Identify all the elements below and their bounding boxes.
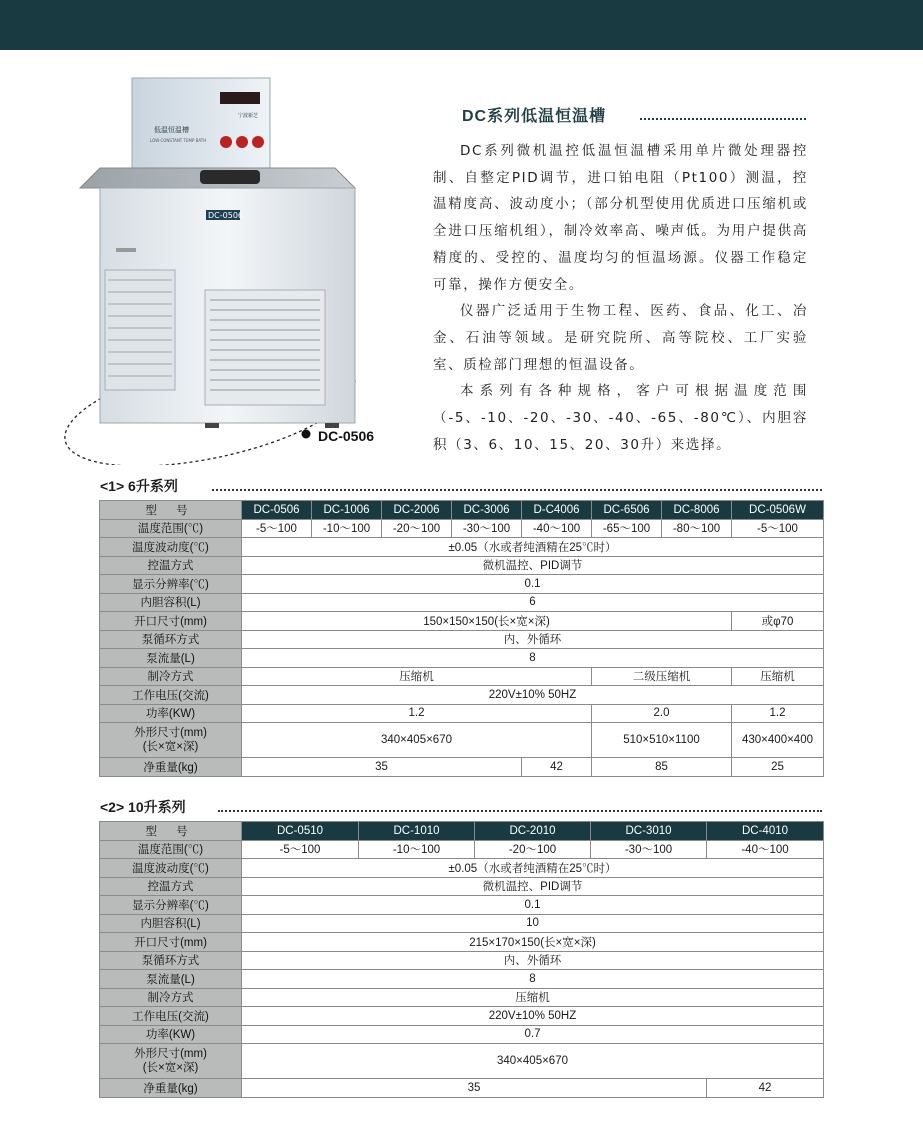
table-cell: -5～100 bbox=[242, 840, 359, 859]
product-image bbox=[60, 70, 390, 465]
model-header: 型 号 bbox=[100, 822, 242, 841]
table-row bbox=[100, 575, 824, 594]
size-label-line2: (长×宽×深) bbox=[142, 741, 199, 753]
table-cell: 1.2 bbox=[732, 704, 824, 723]
table-row bbox=[100, 686, 824, 705]
table-cell: -40～100 bbox=[522, 519, 592, 538]
table-row bbox=[100, 758, 824, 777]
row-label: 温度波动度(℃) bbox=[100, 859, 242, 878]
table-cell: 215×170×150(长×宽×深) bbox=[242, 933, 824, 952]
section1-divider bbox=[212, 489, 822, 491]
model-cell: DC-0510 bbox=[242, 822, 359, 841]
row-label: 泵循环方式 bbox=[100, 951, 242, 970]
table-cell: 430×400×400 bbox=[732, 723, 824, 758]
table-cell: 35 bbox=[242, 758, 522, 777]
model-header: 型 号 bbox=[100, 501, 242, 520]
model-cell: DC-1010 bbox=[359, 822, 475, 841]
table-cell: 42 bbox=[707, 1079, 824, 1098]
model-cell: DC-1006 bbox=[312, 501, 382, 520]
page-title: DC系列低温恒温槽 bbox=[462, 108, 607, 125]
row-label: 制冷方式 bbox=[100, 667, 242, 686]
table-row bbox=[100, 914, 824, 933]
table-cell: 8 bbox=[242, 649, 824, 668]
table-cell: 6 bbox=[242, 593, 824, 612]
row-label: 制冷方式 bbox=[100, 988, 242, 1007]
table-row bbox=[100, 593, 824, 612]
section2-divider bbox=[218, 810, 822, 812]
table-cell: 微机温控、PID调节 bbox=[242, 556, 824, 575]
model-cell: DC-4010 bbox=[707, 822, 824, 841]
row-label: 泵循环方式 bbox=[100, 630, 242, 649]
spec-table-10l bbox=[99, 821, 824, 1098]
title-divider bbox=[640, 118, 806, 120]
table-cell: -5～100 bbox=[732, 519, 824, 538]
row-label: 工作电压(交流) bbox=[100, 686, 242, 705]
table-cell: 微机温控、PID调节 bbox=[242, 877, 824, 896]
table-cell: 压缩机 bbox=[732, 667, 824, 686]
table-cell: 25 bbox=[732, 758, 824, 777]
table-row bbox=[100, 859, 824, 878]
table-cell: 42 bbox=[522, 758, 592, 777]
table-cell: -30～100 bbox=[452, 519, 522, 538]
table-cell: -20～100 bbox=[382, 519, 452, 538]
table-cell: 0.1 bbox=[242, 896, 824, 915]
model-cell: DC-0506 bbox=[242, 501, 312, 520]
model-cell: DC-0506W bbox=[732, 501, 824, 520]
table-cell: ±0.05（水或者纯酒精在25℃时） bbox=[242, 859, 824, 878]
table-row bbox=[100, 840, 824, 859]
table-row bbox=[100, 649, 824, 668]
table-cell: 220V±10% 50HZ bbox=[242, 686, 824, 705]
table-row bbox=[100, 970, 824, 989]
table-cell: 内、外循环 bbox=[242, 630, 824, 649]
model-cell: DC-3010 bbox=[591, 822, 707, 841]
spec-table-6l bbox=[99, 500, 824, 777]
table-cell: 压缩机 bbox=[242, 667, 592, 686]
table-row bbox=[100, 896, 824, 915]
table-cell: -40～100 bbox=[707, 840, 824, 859]
row-label-size bbox=[100, 723, 242, 758]
paragraph-selection: 本系列有各种规格，客户可根据温度范围（-5、-10、-20、-30、-40、-65、-80℃）、内胆容积（3、6、10、15、20、30升）来选择。 bbox=[433, 383, 808, 453]
model-cell: DC-2010 bbox=[475, 822, 591, 841]
table-row bbox=[100, 988, 824, 1007]
table-row bbox=[100, 630, 824, 649]
table-row bbox=[100, 538, 824, 557]
table-cell: -80～100 bbox=[662, 519, 732, 538]
front-label: DC-0506 bbox=[208, 211, 243, 220]
table-row bbox=[100, 667, 824, 686]
table-cell: 8 bbox=[242, 970, 824, 989]
table-row bbox=[100, 877, 824, 896]
table-row bbox=[100, 501, 824, 520]
row-label: 泵流量(L) bbox=[100, 649, 242, 668]
table-cell: ±0.05（水或者纯酒精在25℃时） bbox=[242, 538, 824, 557]
panel-subtitle: LOW-CONSTANT TEMP BATH bbox=[150, 138, 207, 143]
section2-heading: <2> 10升系列 bbox=[100, 799, 186, 815]
table-cell: 340×405×670 bbox=[242, 1044, 824, 1079]
table-cell: 二级压缩机 bbox=[592, 667, 732, 686]
row-label: 温度波动度(℃) bbox=[100, 538, 242, 557]
table-row bbox=[100, 1044, 824, 1079]
row-label: 显示分辨率(℃) bbox=[100, 896, 242, 915]
table-row bbox=[100, 951, 824, 970]
row-label: 净重量(kg) bbox=[100, 758, 242, 777]
table-row bbox=[100, 556, 824, 575]
row-label: 开口尺寸(mm) bbox=[100, 933, 242, 952]
model-label: DC-0506 bbox=[318, 428, 375, 444]
table-cell: 510×510×1100 bbox=[592, 723, 732, 758]
table-cell: 340×405×670 bbox=[242, 723, 592, 758]
row-label: 温度范围(℃) bbox=[100, 519, 242, 538]
paragraph-application: 仪器广泛适用于生物工程、医药、食品、化工、冶金、石油等领域。是研究院所、高等院校、工厂实验室、质检部门理想的恒温设备。 bbox=[433, 303, 808, 373]
table-cell: 0.1 bbox=[242, 575, 824, 594]
table-row bbox=[100, 1079, 824, 1098]
table-cell: -5～100 bbox=[242, 519, 312, 538]
table-cell: 85 bbox=[592, 758, 732, 777]
row-label: 工作电压(交流) bbox=[100, 1007, 242, 1026]
table-cell: -65～100 bbox=[592, 519, 662, 538]
row-label: 温度范围(℃) bbox=[100, 840, 242, 859]
table-cell: 0.7 bbox=[242, 1025, 824, 1044]
table-row bbox=[100, 1025, 824, 1044]
table-row bbox=[100, 704, 824, 723]
table-row bbox=[100, 822, 824, 841]
size-label-line1: 外形尺寸(mm) bbox=[134, 727, 207, 739]
table-cell: -10～100 bbox=[359, 840, 475, 859]
panel-title: 低温恒温槽 bbox=[154, 126, 189, 134]
table-row bbox=[100, 1007, 824, 1026]
row-label: 开口尺寸(mm) bbox=[100, 612, 242, 631]
table-cell: 内、外循环 bbox=[242, 951, 824, 970]
section1-heading: <1> 6升系列 bbox=[100, 478, 178, 494]
model-cell: DC-2006 bbox=[382, 501, 452, 520]
model-cell: DC-8006 bbox=[662, 501, 732, 520]
row-label: 内胆容积(L) bbox=[100, 914, 242, 933]
row-label: 控温方式 bbox=[100, 556, 242, 575]
top-banner bbox=[0, 0, 923, 50]
model-cell: DC-3006 bbox=[452, 501, 522, 520]
row-label: 显示分辨率(℃) bbox=[100, 575, 242, 594]
model-cell: DC-6506 bbox=[592, 501, 662, 520]
row-label: 泵流量(L) bbox=[100, 970, 242, 989]
description bbox=[433, 138, 808, 458]
size-label-line1: 外形尺寸(mm) bbox=[134, 1048, 207, 1060]
table-row bbox=[100, 612, 824, 631]
table-cell: -10～100 bbox=[312, 519, 382, 538]
model-cell: D-C4006 bbox=[522, 501, 592, 520]
table-cell: 220V±10% 50HZ bbox=[242, 1007, 824, 1026]
table-cell: 35 bbox=[242, 1079, 707, 1098]
table-row bbox=[100, 519, 824, 538]
row-label: 净重量(kg) bbox=[100, 1079, 242, 1098]
row-label: 功率(KW) bbox=[100, 704, 242, 723]
table-cell: 压缩机 bbox=[242, 988, 824, 1007]
table-cell: -20～100 bbox=[475, 840, 591, 859]
table-cell: 或φ70 bbox=[732, 612, 824, 631]
table-cell: 1.2 bbox=[242, 704, 592, 723]
row-label: 控温方式 bbox=[100, 877, 242, 896]
row-label-size bbox=[100, 1044, 242, 1079]
size-label-line2: (长×宽×深) bbox=[142, 1062, 199, 1074]
table-cell: 10 bbox=[242, 914, 824, 933]
table-cell: 2.0 bbox=[592, 704, 732, 723]
table-cell: 150×150×150(长×宽×深) bbox=[242, 612, 732, 631]
table-row bbox=[100, 723, 824, 758]
paragraph-intro: DC系列微机温控低温恒温槽采用单片微处理器控制、自整定PID调节，进口铂电阻（Pt100）测温，控温精度高、波动度小；（部分机型使用优质进口压缩机或全进口压缩机组），制冷效率高、噪声低。为用户提供高精度的、受控的、温度均匀的恒温场源。仪器工作稳定可靠，操作方便安全。 bbox=[433, 143, 808, 293]
table-row bbox=[100, 933, 824, 952]
row-label: 功率(KW) bbox=[100, 1025, 242, 1044]
table-cell: -30～100 bbox=[591, 840, 707, 859]
panel-brand: 宁波新芝 bbox=[238, 113, 259, 119]
row-label: 内胆容积(L) bbox=[100, 593, 242, 612]
